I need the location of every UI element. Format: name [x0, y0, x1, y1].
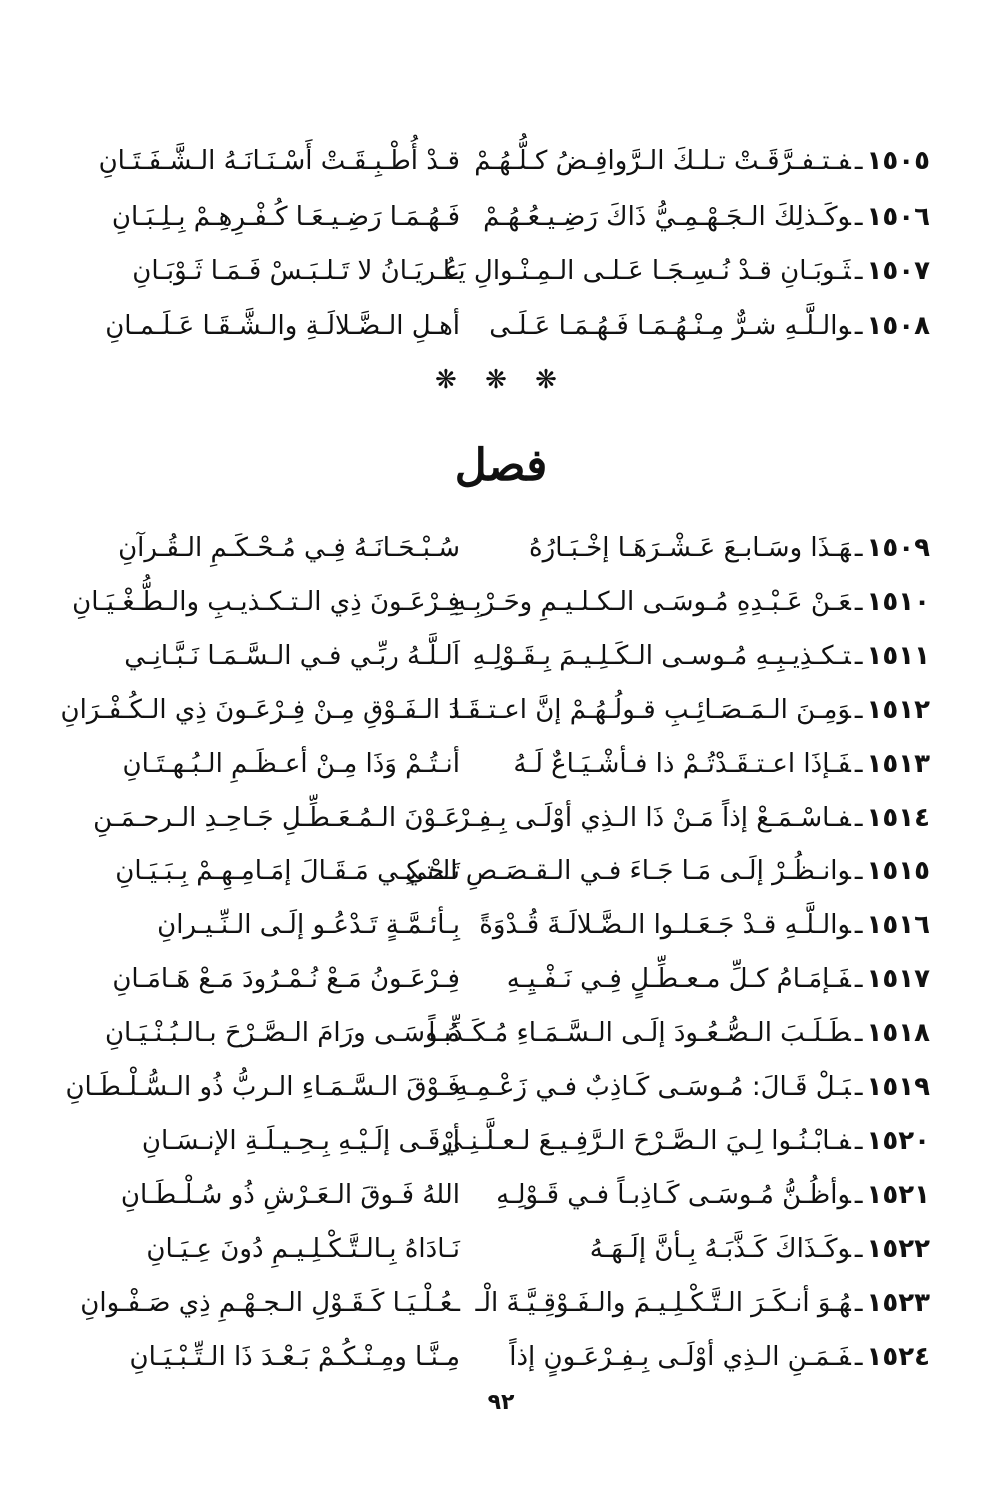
verse-number: ١٥٠٥: [866, 146, 930, 176]
verse-first-text: فَـمَـنِ الـذِي أوْلَـى بِـفِـرْعَـونٍ إذاً: [509, 1342, 851, 1372]
verse-line: [40, 738, 930, 790]
verse-number: ١٥٢١: [866, 1180, 930, 1210]
verse-first-text: بَـلْ قَـالَ: مُـوسَـى كَـاذِبٌ فـي زَعْـمِـهِ: [454, 1072, 851, 1102]
verse-second-hemistich: نَـادَاهُ بِـالـتَّـكْـلِـيـمِ دُونَ عِـيَـانِ: [146, 1234, 460, 1264]
section-divider-stars: ❋ ❋ ❋: [435, 365, 567, 395]
verse-line: [40, 1115, 930, 1167]
verse-second-hemistich: ـعُـلْـيَـا كَـقَـوْلِ الـجـهْـمِ ذِي صَـفْـوانِ: [80, 1288, 460, 1318]
verse-first-text: ثَـوبَـانِ قـدْ نُـسِـجَـا عَـلـى الـمِـنْـوالِ يَـا: [442, 256, 851, 286]
verse-line: [40, 845, 930, 897]
verse-first-text: طَـلَـبَ الـصُّـعُـودَ إلَـى الـسَّـمَـاءِ مُـكَـذِّبـاً: [428, 1018, 851, 1048]
verse-second-hemistich: قـدْ أُطْـبِـقَـتْ أَسْـنَـانَـهُ الـشَّـفَـتَـانِ: [98, 146, 460, 176]
verse-line: [40, 684, 930, 736]
verse-second-hemistich: سُـبْـحَـانَـهُ فِـي مُـحْـكَـمِ الـقُـرآنِ: [118, 533, 460, 563]
verse-first-hemistich: ١٥٢٠ـفـابْـنُـوا لِـيَ الـصَّـرْحَ الـرَّفِـيـعَ لـعـلَّـنِـي: [441, 1126, 930, 1156]
verse-line: [40, 300, 930, 352]
verse-number: ١٥٠٧: [866, 256, 930, 286]
verse-line: [40, 1277, 930, 1329]
verse-second-hemistich: فَـهُـمَـا رَضِـيـعَـا كُـفْـرِهِـمْ بِـلِـبَـانِ: [111, 202, 460, 232]
verse-second-hemistich: فَـوْقَ الـسَّـمَـاءِ الـربُّ ذُو الـسُّـلْـطَـانِ: [65, 1072, 460, 1102]
verse-second-hemistich: فِـرْعَـونُ مَـعْ نُـمْـرُودَ مَـعْ هَـامَـانِ: [112, 964, 460, 994]
verse-line: [40, 245, 930, 297]
verse-first-text: عَـنْ عَـبْـدِهِ مُـوسَـى الـكـلـيـمِ وحَـرْبِـهِ: [452, 587, 851, 617]
verse-line: [40, 630, 930, 682]
verse-number: ١٥١١: [866, 641, 930, 671]
verse-line: [40, 792, 930, 844]
verse-line: [40, 135, 930, 187]
verse-first-text: وكَـذَاكَ كَـذَّبَـهُ بِـأنَّ إلَـهَـهُ: [589, 1234, 851, 1264]
verse-second-hemistich: دَ الـفَـوْقِ مِـنْ فِـرْعَـونَ ذِي الـكُـفْـرَانِ: [60, 695, 460, 725]
verse-second-hemistich: مِـنَّـا ومِـنْـكُـمْ بَـعْـدَ ذَا الـتِّـبْـيَـانِ: [129, 1342, 460, 1372]
verse-second-hemistich: أرْقَـى إلَـيْـهِ بِـحِـيـلَـةِ الإنـسَـانِ: [141, 1126, 460, 1156]
verse-line: [40, 953, 930, 1005]
verse-first-hemistich: ١٥٠٩ـهَـذَا وسَـابـعَ عَـشْـرَهَـا إخْـبَـارُهُ: [529, 533, 930, 563]
verse-number: ١٥١٤: [866, 803, 930, 833]
verse-first-text: فَـإذَا اعـتـقَـدْتُـمْ ذا فـأشْـيَـاعٌ لَـهُ: [513, 749, 851, 779]
verse-first-text: والـلَّـهِ قـدْ جَـعَـلـوا الـضَّـلالَـةَ قُـدْوَةً: [479, 910, 851, 940]
verse-second-hemistich: مُـوسَـى ورَامَ الـصَّـرْحَ بـالـبُـنْـيَـانِ: [104, 1018, 460, 1048]
verse-line: [40, 1331, 930, 1383]
verse-first-hemistich: ١٥٠٦ـوكَـذلِكَ الـجَـهْـمِـيُّ ذَاكَ رَضِـيـعُـهُـمْ: [483, 202, 930, 232]
verse-number: ١٥٢٢: [866, 1234, 930, 1264]
page-number: ٩٢: [487, 1390, 515, 1415]
verse-line: [40, 1169, 930, 1221]
verse-first-hemistich: ١٥٠٥ـفـتـفـرَّقَـتْ تـلـكَ الـرَّوافِـضُ كـلُّـهُـمْ: [474, 146, 930, 176]
verse-first-hemistich: ١٥١٥ـوانـظُـرْ إلَـى مَـا جَـاءَ فـي الـقـصَـصِ الـتي: [405, 856, 930, 886]
verse-second-hemistich: أنـتُـمْ وَذَا مِـنْ أعـظَـمِ الـبُـهـتَـانِ: [122, 749, 460, 779]
verse-number: ١٥٠٩: [866, 533, 930, 563]
verse-first-hemistich: ١٥١٠ـعَـنْ عَـبْـدِهِ مُـوسَـى الـكـلـيـمِ وحَـرْبِـهِ: [452, 587, 930, 617]
verse-first-text: وأظُـنُّ مُـوسَـى كَـاذِبـاً فـي قَـوْلِـهِ: [496, 1180, 851, 1210]
verse-second-hemistich: تَـحْـكِـي مَـقَـالَ إمَـامِـهِـمْ بِـبَـيَـانِ: [115, 856, 460, 886]
verse-number: ١٥١٥: [866, 856, 930, 886]
verse-first-hemistich: ١٥١٤ـفـاسْـمَـعْ إذاً مَـنْ ذَا الـذِي أوْلَـى بِـفِـرْ: [456, 803, 930, 833]
verse-number: ١٥١٧: [866, 964, 930, 994]
verse-first-text: وكَـذلِكَ الـجَـهْـمِـيُّ ذَاكَ رَضِـيـعُـهُـمْ: [483, 202, 851, 232]
verse-first-hemistich: ١٥٠٧ـثَـوبَـانِ قـدْ نُـسِـجَـا عَـلـى الـمِـنْـوالِ يَـا: [442, 256, 930, 286]
verse-first-hemistich: ١٥٠٨ـوالـلَّـهِ شـرٌّ مِـنْـهُـمَـا فَـهُـمَـا عَـلَـى: [489, 311, 930, 341]
verse-first-hemistich: ١٥١٣ـفَـإذَا اعـتـقَـدْتُـمْ ذا فـأشْـيَـاعٌ لَـهُ: [513, 749, 930, 779]
verse-number: ١٥٢٣: [866, 1288, 930, 1318]
verse-number: ١٥٢٠: [866, 1126, 930, 1156]
verse-second-hemistich: عُـريَـانُ لا تَـلـبَـسْ فَـمَـا ثَـوْبَـانِ: [132, 256, 460, 286]
verse-first-text: فَـإمَـامُ كـلِّ مـعـطِّـلٍ فِـي نَـفْـيِـهِ: [506, 964, 851, 994]
verse-first-hemistich: ١٥١٧ـفَـإمَـامُ كـلِّ مـعـطِّـلٍ فِـي نَـفْـيِـهِ: [506, 964, 930, 994]
verse-first-text: فـابْـنُـوا لِـيَ الـصَّـرْحَ الـرَّفِـيـعَ لـعـلَّـنِـي: [441, 1126, 851, 1156]
verse-number: ١٥٠٦: [866, 202, 930, 232]
verse-first-hemistich: ١٥٢١ـوأظُـنُّ مُـوسَـى كَـاذِبـاً فـي قَـوْلِـهِ: [496, 1180, 930, 1210]
verse-first-text: وَمِـنَ الـمَـصَـائِـبِ قـولُـهُـمْ إنَّ اعـتـقَـا: [452, 695, 851, 725]
verse-second-hemistich: اَلـلَّـهُ ربِّـي فـي الـسَّـمَـا نَـبَّـانِـي: [124, 641, 460, 671]
verse-second-hemistich: أهـلِ الـضَّـلالَـةِ والـشَّـقَـا عَـلَـمـانِ: [105, 311, 460, 341]
verse-first-hemistich: ١٥١١ـتـكـذِيـبِـهِ مُـوسـى الـكَـلِـيـمَ بِـقَـوْلِـهِ: [472, 641, 930, 671]
verse-first-text: هُـوَ أنـكَـرَ الـتَّـكْـلِـيـمَ والـفَـوْقِـيَّـةَ الْـ: [475, 1288, 851, 1318]
verse-first-hemistich: ١٥٢٢ـوكَـذَاكَ كَـذَّبَـهُ بِـأنَّ إلَـهَـهُ: [589, 1234, 930, 1264]
verse-first-hemistich: ١٥١٦ـوالـلَّـهِ قـدْ جَـعَـلـوا الـضَّـلالَـةَ قُـدْوَةً: [479, 910, 930, 940]
verse-line: [40, 576, 930, 628]
verse-line: [40, 191, 930, 243]
verse-line: [40, 1223, 930, 1275]
verse-number: ١٥٢٤: [866, 1342, 930, 1372]
verse-line: [40, 1061, 930, 1113]
verse-first-text: والـلَّـهِ شـرٌّ مِـنْـهُـمَـا فَـهُـمَـا عَـلَـى: [489, 311, 851, 341]
verse-first-hemistich: ١٥١٢ـوَمِـنَ الـمَـصَـائِـبِ قـولُـهُـمْ إنَّ اعـتـقَـا: [452, 695, 930, 725]
verse-number: ١٥١٨: [866, 1018, 930, 1048]
verse-first-hemistich: ١٥٢٤ـفَـمَـنِ الـذِي أوْلَـى بِـفِـرْعَـونٍ إذاً: [509, 1342, 930, 1372]
verse-number: ١٥١٢: [866, 695, 930, 725]
verse-first-hemistich: ١٥١٨ـطَـلَـبَ الـصُّـعُـودَ إلَـى الـسَّـمَـاءِ مُـكَـذِّبـاً: [428, 1018, 930, 1048]
section-title: فصل: [454, 440, 548, 491]
verse-number: ١٥١٦: [866, 910, 930, 940]
verse-second-hemistich: بِـأئـمَّـةٍ تَـدْعُـو إلَـى الـنِّـيـرانِ: [157, 910, 460, 940]
verse-number: ١٥١٩: [866, 1072, 930, 1102]
verse-line: [40, 1007, 930, 1059]
verse-line: [40, 522, 930, 574]
verse-second-hemistich: اللهُ فَـوقَ الـعَـرْشِ ذُو سُـلْـطَـانِ: [120, 1180, 460, 1210]
verse-number: ١٥١٣: [866, 749, 930, 779]
verse-first-text: وانـظُـرْ إلَـى مَـا جَـاءَ فـي الـقـصَـصِ الـتي: [405, 856, 851, 886]
verse-number: ١٥١٠: [866, 587, 930, 617]
verse-first-text: تـكـذِيـبِـهِ مُـوسـى الـكَـلِـيـمَ بِـقَـوْلِـهِ: [472, 641, 851, 671]
verse-first-hemistich: ١٥١٩ـبَـلْ قَـالَ: مُـوسَـى كَـاذِبٌ فـي زَعْـمِـهِ: [454, 1072, 930, 1102]
verse-number: ١٥٠٨: [866, 311, 930, 341]
verse-first-hemistich: ١٥٢٣ـهُـوَ أنـكَـرَ الـتَّـكْـلِـيـمَ والـفَـوْقِـيَّـةَ الْـ: [475, 1288, 930, 1318]
verse-second-hemistich: فِـرْعَـونَ ذِي الـتـكـذيـبِ والـطُّـغْـيَـانِ: [72, 587, 460, 617]
verse-line: [40, 899, 930, 951]
verse-first-text: فـاسْـمَـعْ إذاً مَـنْ ذَا الـذِي أوْلَـى بِـفِـرْ: [456, 803, 851, 833]
verse-second-hemistich: عَـوْنَ الـمُـعَـطِّـلِ جَـاحِـدِ الـرحـمَـنِ: [93, 803, 460, 833]
verse-first-text: فـتـفـرَّقَـتْ تـلـكَ الـرَّوافِـضُ كـلُّـهُـمْ: [474, 146, 851, 176]
verse-first-text: هَـذَا وسَـابـعَ عَـشْـرَهَـا إخْـبَـارُهُ: [529, 533, 851, 563]
